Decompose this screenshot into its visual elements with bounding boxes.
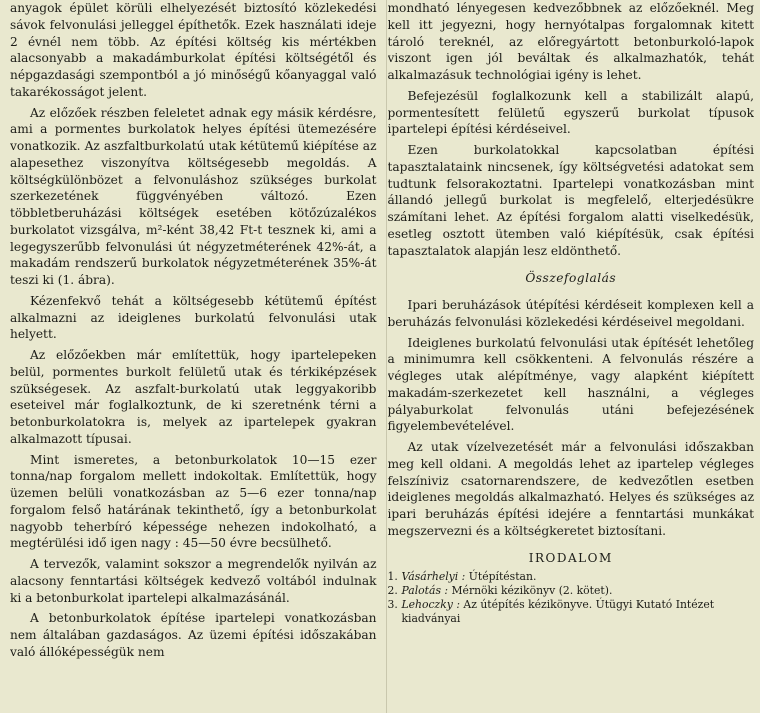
reference-author: Palotás : [401, 584, 449, 598]
reference-text: Útépítéstan. [468, 570, 537, 584]
paragraph: Az előzőekben már említettük, hogy ipartelepeken belül, pormentes burkolt felületű utak és térkiképzések szükségesek. Az aszfalt-burkolatú utak leggyakoribb eseteivel már foglalkoztunk, de ki szeretnénk térni a betonburkolatokra is, melyek az ipartelepek gyakran alkalmazott típusai. [10, 348, 377, 446]
right-column [388, 0, 755, 713]
paragraph: Ezen burkolatokkal kapcsolatban építési tapasztalataink nincsenek, így költségvetési adatokat sem tudtunk felsorakoztatni. Ipartelepi vonatkozásban mint állandó jellegű burkolat is megfelelő, elterjedésükre számítani lehet. Az építési forgalom alatti viselkedésük, esetleg osztott ütemben való kiépítésük, csak építési tapasztalatok alapján lesz eldönthető. [387, 143, 754, 258]
reference-text: Mérnöki kézikönyv (2. kötet). [451, 584, 613, 598]
reference-number: 1. [387, 570, 398, 584]
reference-author: Vásárhelyi : [401, 570, 466, 584]
reference-item [388, 584, 755, 598]
paragraph: anyagok épület körüli elhelyezését biztosító közlekedési sávok felvonulási jelleggel építhetők. Ezek használati ideje 2 évnél nem több. Az építési költség kis mértékben alacsonyabb a makadámburkolat építési költségétől és népgazdasági szempontból a jó minőségű kőanyaggal való takarékosságot jelent. [10, 1, 377, 99]
left-column [10, 0, 377, 713]
reference-number: 2. [387, 584, 398, 598]
paragraph: Az utak vízelvezetését már a felvonulási időszakban meg kell oldani. A megoldás lehet az ipartelep végleges felszíniviz csatornarendszere, de kedvezőtlen esetben ideiglenes megoldás alkalmazható. Helyes és szükséges az ipari beruházás építési idejére a fenntartási munkákat megszervezni és a költségkeretet biztosítani. [387, 440, 754, 538]
paragraph: Ideiglenes burkolatú felvonulási utak építését lehetőleg a minimumra kell csökkenteni. A felvonulás részére a végleges utak alépítménye, vagy alapként kiépített makadám-szerkezetet kell használni, a végleges pályaburkolat felvonulás utáni befejezésének figyelembevételével. [387, 335, 754, 434]
paragraph: mondható lényegesen kedvezőbbnek az előzőeknél. Meg kell itt jegyezni, hogy hernyótalpas forgalomnak kitett tároló tereknél, az előregyártott betonburkoló-lapok viszont igen jól beváltak és alkalmazhatók, tehát alkalmazásuk technológiai igény is lehet. [387, 1, 754, 82]
reference-item [388, 570, 755, 584]
paragraph: Mint ismeretes, a betonburkolatok 10—15 ezer tonna/nap forgalom mellett indokoltak. Említettük, hogy üzemen belüli vonatkozásban az 5—6 ezer tonna/nap forgalom felső határának tekinthető, így a betonburkolat nagyobb teherbíró képessége nehezen indokolható, a megtérülési idő igen nagy : 45—50 évre becsülhető. [10, 452, 377, 551]
paragraph: A betonburkolatok építése ipartelepi vonatkozásban nem általában gazdaságos. Az üzemi építési időszakában való állóképességük nem [10, 611, 377, 659]
paragraph: Befejezésül foglalkozunk kell a stabilizált alapú, pormentesített felületű egyszerű burkolat típusok ipartelepi építési kérdéseivel. [387, 88, 754, 137]
paragraph: Kézenfekvő tehát a költségesebb kétütemű építést alkalmazni az ideiglenes burkolatú felvonulási utak helyett. [10, 293, 377, 342]
reference-author: Lehoczky : [401, 598, 460, 612]
paragraph: A tervezők, valamint sokszor a megrendelők nyilván az alacsony fenntartási költségek kedvező voltából indulnak ki a betonburkolat ipartelepi alkalmazásánál. [10, 557, 377, 605]
reference-text: Az útépítés kézikönyve. Útügyi Kutató Intézet kiadványai [401, 598, 715, 626]
column-divider [386, 0, 387, 713]
reference-item [388, 598, 755, 626]
references-list [388, 570, 755, 626]
paragraph: Ipari beruházások útépítési kérdéseit komplexen kell a beruházás felvonulási közlekedési kérdéseivel megoldani. [387, 298, 754, 329]
reference-number: 3. [387, 598, 398, 612]
section-title: Összefoglalás [525, 271, 617, 286]
paragraph: Az előzőek részben feleletet adnak egy másik kérdésre, ami a pormentes burkolatok helyes építési ütemezésére vonatkozik. Az aszfaltburkolatú utak kétütemű kiépítése az alapesethez viszonyítva költségesebb megoldás. A költségkülönbözet a felvonuláshoz szükséges burkolat szerkezetének függvényében változó. Ezen többletberuházási költségek esetében kötőzúzalékos burkolatot vizsgálva, m²-ként 38,42 Ft-t tesznek ki, ami a legegyszerűbb felvonulási út négyzetméterének 42%-át, a makadám rendszerű burkolatok négyzetméterének 35%-át teszi ki (1. ábra). [10, 105, 377, 287]
references-title: IRODALOM [528, 550, 613, 565]
